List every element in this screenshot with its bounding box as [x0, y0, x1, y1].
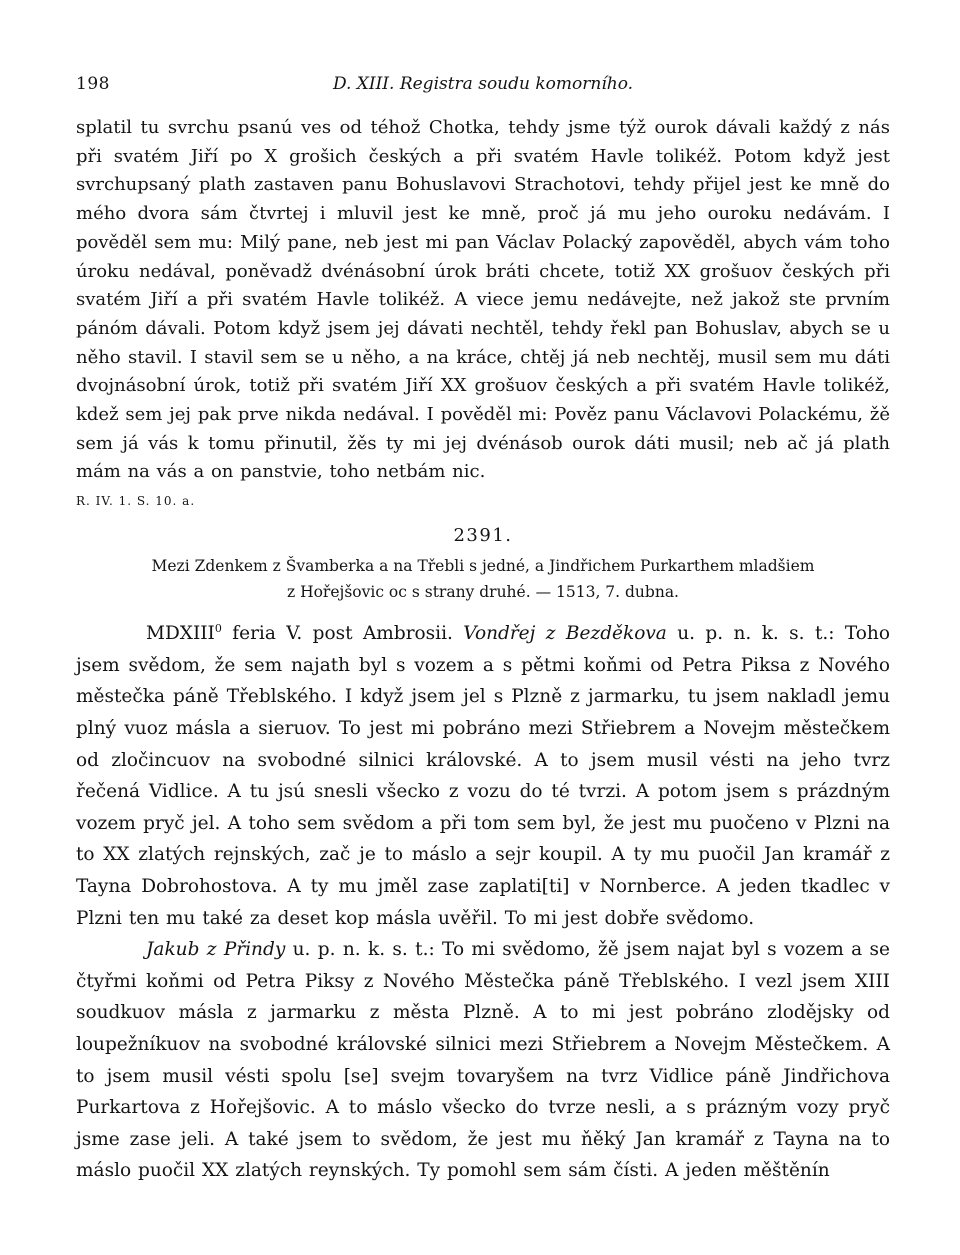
running-head: D. XIII. Registra soudu komorního. — [332, 74, 634, 94]
testimony-text-1: u. p. n. k. s. t.: Toho jsem svědom, že sem najath byl s vozem a s pětmi koňmi od Petra Piksa z Nového městečka páně Třeblského. I když jsem jel s Plzně z jarmarku, tu jsem nakladl jemu plný vuoz másla a sieruov. To jest mi pobráno mezi Střiebrem a Novejm městečkem od zločincuov na svobodné silnici královské. A to jsem musil vésti na jeho tvrz řečená Vidlice. A tu jsú snesli všecko z vozu do té tvrzi. A potom jsem s prázdným vozem pryč jel. A toho sem svědom a při tom sem byl, že jest mu puočeno v Plzni na to XX zlatých rejnských, zač je to máslo a sejr koupil. A ty mu puočil Jan kramář z Tayna Dobrohostova. A ty mu jměl zase zaplati[ti] v Nornberce. A jeden tkadlec v Plzni ten mu také za deset kop másla uvěřil. To mi jest dobře svědomo. — [76, 623, 890, 929]
continued-paragraph: splatil tu svrchu psanú ves od téhož Chotka, tehdy jsme týž ourok dávali každý z nás při svatém Jiří po X grošich českých a při svatém Havle tolikéž. Potom když jest svrchupsaný plath zastaven panu Bohuslavovi Strachotovi, tehdy přijel jest ke mně do mého dvora sám čtvrtej i mluvil jest ke mně, proč já mu jeho ouroku nedávám. I pověděl sem mu: Milý pane, neb jest mi pan Václav Polacký zapověděl, abych vám toho úroku nedával, poněvadž dvénásobní úrok bráti chcete, totiž XX grošuov českých při svatém Jiří a při svatém Havle tolikéž. A viece jemu nedávejte, než jakož ste prvním pánóm dávali. Potom když jsem jej dávati nechtěl, tehdy řekl pan Bohuslav, abych se u něho stavil. I stavil sem se u něho, a na kráce, chtěj já neb nechtěj, musil sem mu dáti dvojnásobní úrok, totiž při svatém Jiří XX grošuov českých a při svatém Havle tolikéž, kdež sem jej pak prve nikda nedával. I pověděl mi: Pověz panu Václavovi Polackému, žě sem já vás k tomu přinutil, žěs ty mi jej dvénásob ourok dáti musil; neb ač já plath mám na vás a on panstvie, toho netbám nic. — [76, 117, 890, 483]
date-text: feria V. post Ambrosii. — [221, 623, 464, 645]
testimony-paragraph-1 — [76, 613, 890, 934]
witness-name-1: Vondřej z Bezděkova — [463, 623, 667, 645]
witness-name-2: Jakub z Přindy — [146, 939, 286, 961]
regest-line-1: Mezi Zdenkem z Švamberka a na Třebli s jedné, a Jindřichem Purkarthem mladšiem — [151, 557, 815, 576]
testimony-text-2: u. p. n. k. s. t.: To mi svědomo, žě jsem najat byl s vozem a se čtyřmi koňmi od Petra Piksy z Nového Městečka páně Třeblského. I vezl jsem XIII soudkuov másla z jarmarku z města Plzně. A to mi jest pobráno zlodějsky od loupežníkuov na svobodné královské silnici mezi Střiebrem a Novejm Městečkem. A to jsem musil vésti spolu [se] svejm tovaryšem na tvrz Vidlice páně Jindřichova Purkartova z Hořejšovic. A to máslo všecko do tvrze nesli, a s prázným vozy pryč jsme zase jeli. A také jsem to svědom, že jest mu ňěký Jan kramář z Tayna na to máslo puočil XX zlatých reynských. Ty pomohl sem sám čísti. A jeden měštěnín — [76, 939, 891, 1182]
continued-text-block — [76, 114, 890, 487]
page-number: 198 — [76, 74, 110, 94]
testimony-paragraph-2 — [76, 934, 890, 1187]
regest-line-2: z Hořejšovic oc s strany druhé. — 1513, 7. dubna. — [286, 583, 679, 602]
entry-number: 2391. — [453, 525, 513, 547]
date-year-superscript: 0 — [214, 622, 222, 636]
date-year: MDXIII — [146, 623, 215, 645]
entry-regest — [76, 553, 890, 605]
archival-citation: R. IV. 1. S. 10. a. — [76, 494, 196, 509]
entry-body — [76, 613, 890, 1187]
page-header — [76, 70, 890, 100]
